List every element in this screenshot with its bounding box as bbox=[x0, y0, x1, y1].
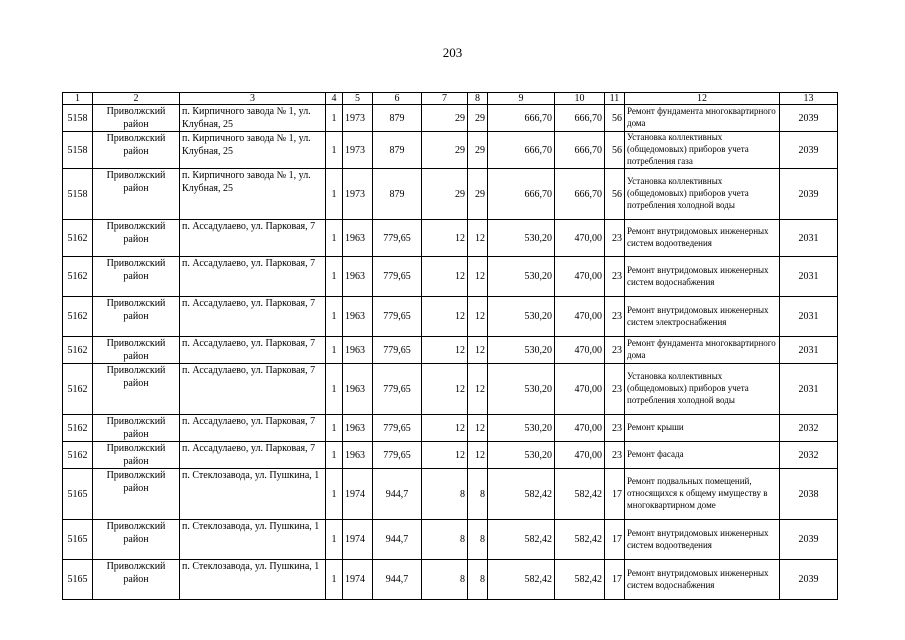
year-cell: 1973 bbox=[343, 169, 373, 220]
col8-cell: 12 bbox=[468, 337, 488, 364]
col8-cell: 29 bbox=[468, 169, 488, 220]
col4-cell: 1 bbox=[326, 132, 343, 169]
year-cell: 1963 bbox=[343, 257, 373, 297]
col4-cell: 1 bbox=[326, 520, 343, 560]
work-type-cell: Установка коллективных (общедомовых) приборов учета потребления газа bbox=[625, 132, 780, 169]
address-cell: п. Ассадулаево, ул. Парковая, 7 bbox=[180, 442, 326, 469]
col10-cell: 470,00 bbox=[555, 337, 605, 364]
area-cell: 944,7 bbox=[373, 560, 422, 600]
column-header-11: 11 bbox=[605, 93, 625, 105]
column-header-10: 10 bbox=[555, 93, 605, 105]
term-year-cell: 2038 bbox=[780, 469, 838, 520]
col7-cell: 12 bbox=[422, 364, 468, 415]
column-header-5: 5 bbox=[343, 93, 373, 105]
column-header-9: 9 bbox=[488, 93, 555, 105]
col7-cell: 12 bbox=[422, 337, 468, 364]
table-row bbox=[63, 560, 838, 600]
row-id: 5162 bbox=[63, 220, 93, 257]
address-cell: п. Кирпичного завода № 1, ул. Клубная, 25 bbox=[180, 105, 326, 132]
work-type-cell: Ремонт внутридомовых инженерных систем водоснабжения bbox=[625, 257, 780, 297]
col11-cell: 56 bbox=[605, 132, 625, 169]
year-cell: 1974 bbox=[343, 560, 373, 600]
table-row bbox=[63, 520, 838, 560]
table-row bbox=[63, 169, 838, 220]
col10-cell: 470,00 bbox=[555, 220, 605, 257]
col9-cell: 666,70 bbox=[488, 132, 555, 169]
work-type-cell: Ремонт крыши bbox=[625, 415, 780, 442]
column-header-13: 13 bbox=[780, 93, 838, 105]
district-cell: Приволжский район bbox=[93, 132, 180, 169]
col9-cell: 530,20 bbox=[488, 442, 555, 469]
district-cell: Приволжский район bbox=[93, 469, 180, 520]
col10-cell: 666,70 bbox=[555, 105, 605, 132]
column-header-2: 2 bbox=[93, 93, 180, 105]
col7-cell: 12 bbox=[422, 297, 468, 337]
district-cell: Приволжский район bbox=[93, 169, 180, 220]
address-cell: п. Ассадулаево, ул. Парковая, 7 bbox=[180, 337, 326, 364]
column-header-7: 7 bbox=[422, 93, 468, 105]
term-year-cell: 2039 bbox=[780, 520, 838, 560]
col8-cell: 12 bbox=[468, 257, 488, 297]
year-cell: 1963 bbox=[343, 297, 373, 337]
work-type-cell: Ремонт внутридомовых инженерных систем водоснабжения bbox=[625, 560, 780, 600]
col7-cell: 8 bbox=[422, 469, 468, 520]
area-cell: 779,65 bbox=[373, 220, 422, 257]
col9-cell: 530,20 bbox=[488, 364, 555, 415]
year-cell: 1963 bbox=[343, 337, 373, 364]
area-cell: 779,65 bbox=[373, 442, 422, 469]
col11-cell: 23 bbox=[605, 364, 625, 415]
col10-cell: 582,42 bbox=[555, 560, 605, 600]
year-cell: 1974 bbox=[343, 469, 373, 520]
row-id: 5162 bbox=[63, 364, 93, 415]
term-year-cell: 2039 bbox=[780, 560, 838, 600]
area-cell: 779,65 bbox=[373, 257, 422, 297]
col11-cell: 23 bbox=[605, 220, 625, 257]
address-cell: п. Ассадулаево, ул. Парковая, 7 bbox=[180, 220, 326, 257]
col10-cell: 582,42 bbox=[555, 469, 605, 520]
col7-cell: 12 bbox=[422, 257, 468, 297]
address-cell: п. Кирпичного завода № 1, ул. Клубная, 25 bbox=[180, 132, 326, 169]
table-row bbox=[63, 442, 838, 469]
column-header-12: 12 bbox=[625, 93, 780, 105]
col10-cell: 582,42 bbox=[555, 520, 605, 560]
year-cell: 1963 bbox=[343, 415, 373, 442]
col4-cell: 1 bbox=[326, 560, 343, 600]
col7-cell: 12 bbox=[422, 220, 468, 257]
term-year-cell: 2031 bbox=[780, 297, 838, 337]
row-id: 5162 bbox=[63, 297, 93, 337]
term-year-cell: 2032 bbox=[780, 415, 838, 442]
area-cell: 879 bbox=[373, 169, 422, 220]
col8-cell: 29 bbox=[468, 132, 488, 169]
district-cell: Приволжский район bbox=[93, 520, 180, 560]
row-id: 5158 bbox=[63, 132, 93, 169]
row-id: 5162 bbox=[63, 415, 93, 442]
col9-cell: 530,20 bbox=[488, 220, 555, 257]
term-year-cell: 2039 bbox=[780, 105, 838, 132]
work-type-cell: Установка коллективных (общедомовых) приборов учета потребления холодной воды bbox=[625, 169, 780, 220]
col4-cell: 1 bbox=[326, 442, 343, 469]
col11-cell: 23 bbox=[605, 257, 625, 297]
term-year-cell: 2032 bbox=[780, 442, 838, 469]
col4-cell: 1 bbox=[326, 469, 343, 520]
area-cell: 879 bbox=[373, 132, 422, 169]
col11-cell: 23 bbox=[605, 442, 625, 469]
year-cell: 1973 bbox=[343, 105, 373, 132]
col4-cell: 1 bbox=[326, 257, 343, 297]
district-cell: Приволжский район bbox=[93, 364, 180, 415]
col4-cell: 1 bbox=[326, 337, 343, 364]
column-header-4: 4 bbox=[326, 93, 343, 105]
table-row bbox=[63, 297, 838, 337]
col4-cell: 1 bbox=[326, 415, 343, 442]
address-cell: п. Стеклозавода, ул. Пушкина, 1 bbox=[180, 469, 326, 520]
table-row bbox=[63, 220, 838, 257]
row-id: 5158 bbox=[63, 105, 93, 132]
col7-cell: 8 bbox=[422, 520, 468, 560]
address-cell: п. Ассадулаево, ул. Парковая, 7 bbox=[180, 257, 326, 297]
col10-cell: 666,70 bbox=[555, 132, 605, 169]
col9-cell: 530,20 bbox=[488, 297, 555, 337]
col9-cell: 666,70 bbox=[488, 105, 555, 132]
col10-cell: 470,00 bbox=[555, 257, 605, 297]
col11-cell: 23 bbox=[605, 415, 625, 442]
year-cell: 1963 bbox=[343, 442, 373, 469]
work-type-cell: Ремонт фасада bbox=[625, 442, 780, 469]
col11-cell: 23 bbox=[605, 337, 625, 364]
col7-cell: 12 bbox=[422, 415, 468, 442]
area-cell: 779,65 bbox=[373, 297, 422, 337]
col10-cell: 470,00 bbox=[555, 442, 605, 469]
row-id: 5162 bbox=[63, 257, 93, 297]
address-cell: п. Стеклозавода, ул. Пушкина, 1 bbox=[180, 560, 326, 600]
col10-cell: 470,00 bbox=[555, 297, 605, 337]
col11-cell: 23 bbox=[605, 297, 625, 337]
col9-cell: 530,20 bbox=[488, 257, 555, 297]
address-cell: п. Ассадулаево, ул. Парковая, 7 bbox=[180, 364, 326, 415]
col4-cell: 1 bbox=[326, 169, 343, 220]
capital-repair-table bbox=[62, 92, 838, 600]
table-row bbox=[63, 469, 838, 520]
col8-cell: 12 bbox=[468, 364, 488, 415]
col9-cell: 530,20 bbox=[488, 415, 555, 442]
table-row bbox=[63, 105, 838, 132]
col8-cell: 12 bbox=[468, 297, 488, 337]
area-cell: 944,7 bbox=[373, 469, 422, 520]
table-row bbox=[63, 415, 838, 442]
work-type-cell: Ремонт внутридомовых инженерных систем водоотведения bbox=[625, 520, 780, 560]
col8-cell: 8 bbox=[468, 469, 488, 520]
work-type-cell: Ремонт подвальных помещений, относящихся к общему имуществу в многоквартирном доме bbox=[625, 469, 780, 520]
col9-cell: 530,20 bbox=[488, 337, 555, 364]
district-cell: Приволжский район bbox=[93, 105, 180, 132]
year-cell: 1963 bbox=[343, 364, 373, 415]
col4-cell: 1 bbox=[326, 364, 343, 415]
col8-cell: 12 bbox=[468, 220, 488, 257]
district-cell: Приволжский район bbox=[93, 220, 180, 257]
term-year-cell: 2039 bbox=[780, 169, 838, 220]
table-row bbox=[63, 257, 838, 297]
col10-cell: 470,00 bbox=[555, 415, 605, 442]
district-cell: Приволжский район bbox=[93, 415, 180, 442]
row-id: 5165 bbox=[63, 560, 93, 600]
area-cell: 779,65 bbox=[373, 364, 422, 415]
term-year-cell: 2031 bbox=[780, 337, 838, 364]
row-id: 5158 bbox=[63, 169, 93, 220]
col11-cell: 17 bbox=[605, 469, 625, 520]
col8-cell: 12 bbox=[468, 442, 488, 469]
col7-cell: 8 bbox=[422, 560, 468, 600]
area-cell: 944,7 bbox=[373, 520, 422, 560]
area-cell: 879 bbox=[373, 105, 422, 132]
work-type-cell: Ремонт фундамента многоквартирного дома bbox=[625, 105, 780, 132]
col9-cell: 666,70 bbox=[488, 169, 555, 220]
work-type-cell: Ремонт внутридомовых инженерных систем водоотведения bbox=[625, 220, 780, 257]
area-cell: 779,65 bbox=[373, 415, 422, 442]
work-type-cell: Ремонт внутридомовых инженерных систем электроснабжения bbox=[625, 297, 780, 337]
term-year-cell: 2031 bbox=[780, 364, 838, 415]
work-type-cell: Установка коллективных (общедомовых) приборов учета потребления холодной воды bbox=[625, 364, 780, 415]
column-header-6: 6 bbox=[373, 93, 422, 105]
col7-cell: 29 bbox=[422, 132, 468, 169]
col9-cell: 582,42 bbox=[488, 520, 555, 560]
col11-cell: 17 bbox=[605, 520, 625, 560]
district-cell: Приволжский район bbox=[93, 337, 180, 364]
year-cell: 1973 bbox=[343, 132, 373, 169]
col10-cell: 666,70 bbox=[555, 169, 605, 220]
table-header-row bbox=[63, 93, 838, 105]
term-year-cell: 2039 bbox=[780, 132, 838, 169]
district-cell: Приволжский район bbox=[93, 297, 180, 337]
col11-cell: 56 bbox=[605, 169, 625, 220]
address-cell: п. Ассадулаево, ул. Парковая, 7 bbox=[180, 297, 326, 337]
row-id: 5165 bbox=[63, 520, 93, 560]
district-cell: Приволжский район bbox=[93, 257, 180, 297]
address-cell: п. Стеклозавода, ул. Пушкина, 1 bbox=[180, 520, 326, 560]
table-row bbox=[63, 337, 838, 364]
column-header-8: 8 bbox=[468, 93, 488, 105]
address-cell: п. Ассадулаево, ул. Парковая, 7 bbox=[180, 415, 326, 442]
row-id: 5162 bbox=[63, 442, 93, 469]
col11-cell: 56 bbox=[605, 105, 625, 132]
district-cell: Приволжский район bbox=[93, 442, 180, 469]
col10-cell: 470,00 bbox=[555, 364, 605, 415]
col8-cell: 29 bbox=[468, 105, 488, 132]
col7-cell: 29 bbox=[422, 169, 468, 220]
col4-cell: 1 bbox=[326, 297, 343, 337]
col9-cell: 582,42 bbox=[488, 560, 555, 600]
area-cell: 779,65 bbox=[373, 337, 422, 364]
table-row bbox=[63, 132, 838, 169]
col8-cell: 8 bbox=[468, 560, 488, 600]
row-id: 5165 bbox=[63, 469, 93, 520]
term-year-cell: 2031 bbox=[780, 220, 838, 257]
col8-cell: 12 bbox=[468, 415, 488, 442]
work-type-cell: Ремонт фундамента многоквартирного дома bbox=[625, 337, 780, 364]
year-cell: 1963 bbox=[343, 220, 373, 257]
address-cell: п. Кирпичного завода № 1, ул. Клубная, 25 bbox=[180, 169, 326, 220]
table-row bbox=[63, 364, 838, 415]
col9-cell: 582,42 bbox=[488, 469, 555, 520]
col8-cell: 8 bbox=[468, 520, 488, 560]
page-number: 203 bbox=[442, 45, 463, 60]
col7-cell: 12 bbox=[422, 442, 468, 469]
column-header-3: 3 bbox=[180, 93, 326, 105]
year-cell: 1974 bbox=[343, 520, 373, 560]
term-year-cell: 2031 bbox=[780, 257, 838, 297]
col4-cell: 1 bbox=[326, 105, 343, 132]
column-header-1: 1 bbox=[63, 93, 93, 105]
col4-cell: 1 bbox=[326, 220, 343, 257]
col11-cell: 17 bbox=[605, 560, 625, 600]
row-id: 5162 bbox=[63, 337, 93, 364]
col7-cell: 29 bbox=[422, 105, 468, 132]
district-cell: Приволжский район bbox=[93, 560, 180, 600]
